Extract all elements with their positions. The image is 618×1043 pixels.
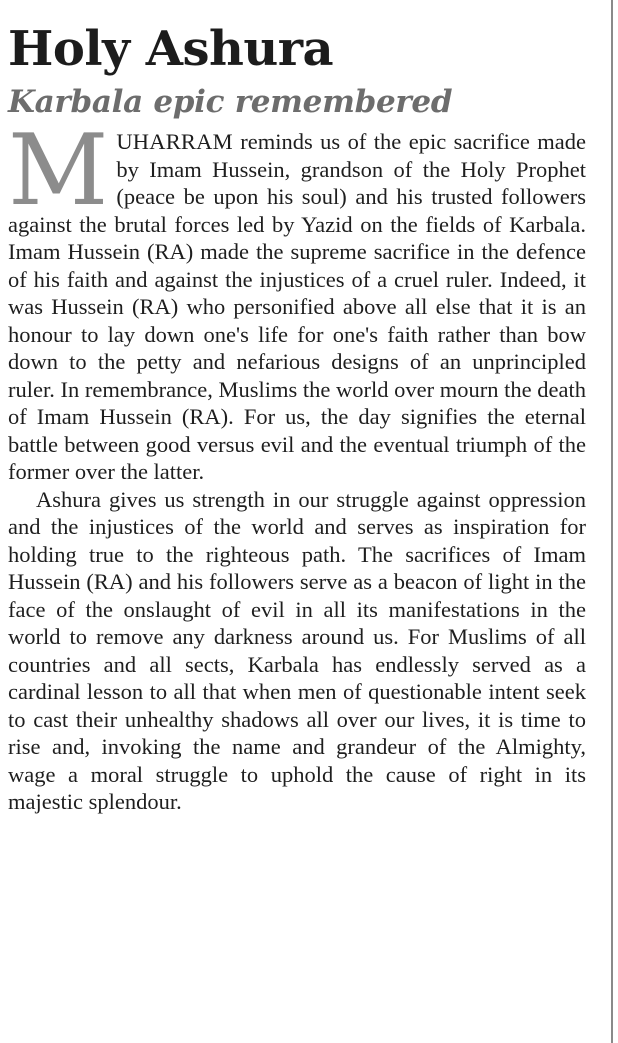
article-body (8, 114, 586, 816)
subheadline: Karbala epic remembered (8, 84, 453, 120)
paragraph-1-text: reminds us of the epic sacrifice made by Imam Hussein, grandson of the Holy Prophet (peace be upon his soul) and his trusted followers against the brutal forces led by Yazid on the fields of Karbala. Imam Hussein (RA) made the supreme sacrifice in the defence of his faith and against the injustices of a cruel ruler. Indeed, it was Hussein (RA) who personified above all else that it is an honour to lay down one's life for one's faith rather than bow down to the petty and nefarious designs of an unprincipled ruler. In remembrance, Muslims the world over mourn the death of Imam Hussein (RA). For us, the day signifies the eternal battle between good versus evil and the eventual triumph of the former over the latter. (8, 129, 586, 484)
column-rule (611, 0, 613, 1043)
paragraph-1 (8, 114, 586, 486)
editorial-article (8, 18, 586, 816)
drop-cap: M (8, 114, 109, 228)
lead-word: UHARRAM (116, 129, 233, 154)
headline: Holy Ashura (8, 21, 334, 77)
paragraph-2: Ashura gives us strength in our struggle against oppression and the injustices of the world and serves as inspiration for holding true to the righteous path. The sacrifices of Imam Hussein (RA) and his followers serve as a beacon of light in the face of the onslaught of evil in all its manifestations in the world to remove any darkness around us. For Muslims of all countries and all sects, Karbala has endlessly served as a cardinal lesson to all that when men of questionable intent seek to cast their unhealthy shadows all over our lives, it is time to rise and, invoking the name and grandeur of the Almighty, wage a moral struggle to uphold the cause of right in its majestic splendour. (8, 486, 586, 814)
